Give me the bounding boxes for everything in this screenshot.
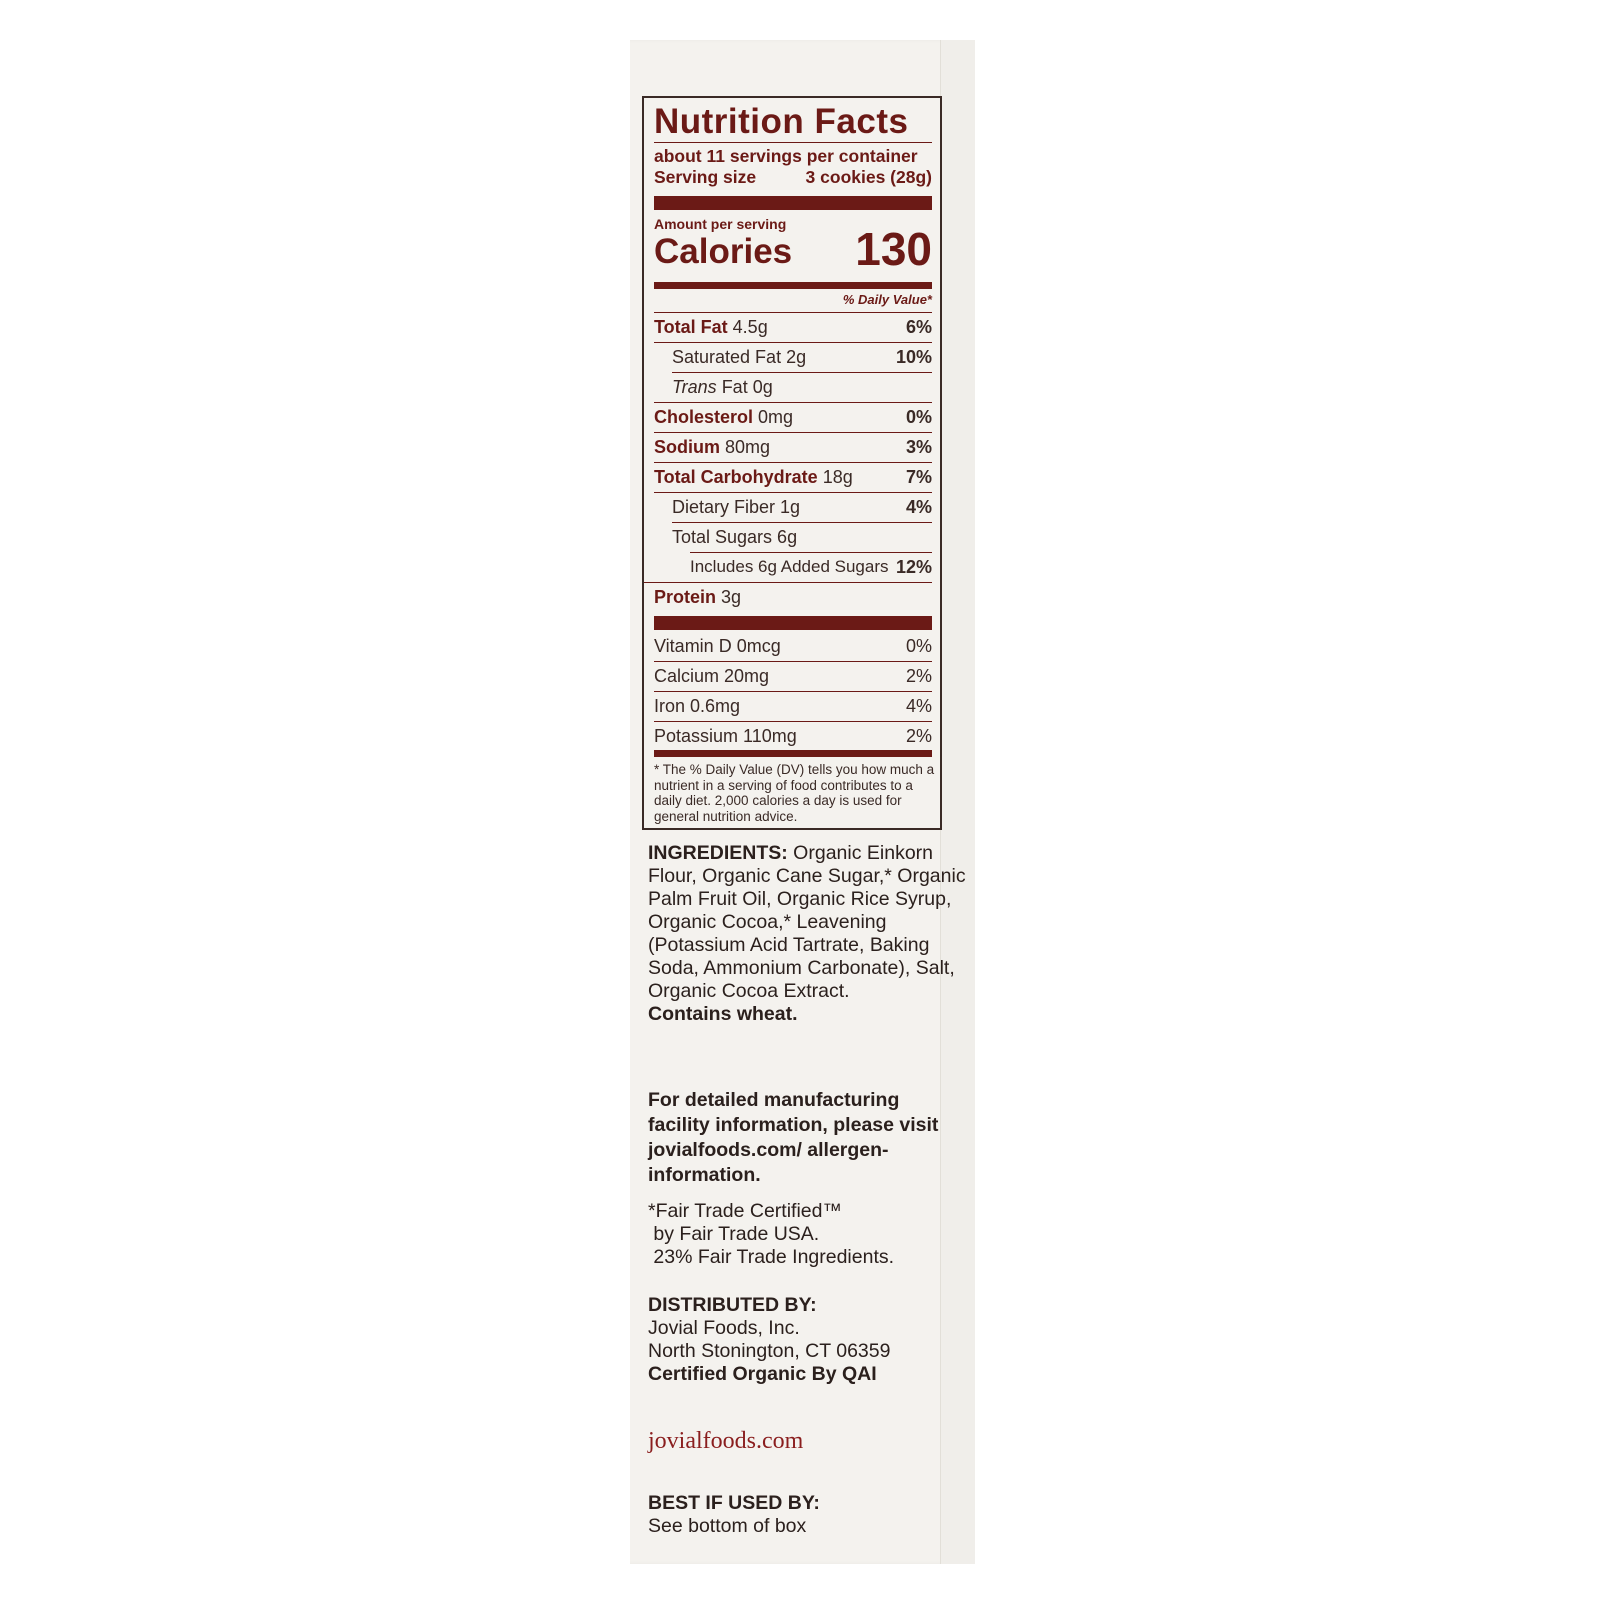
vitamin-row-iron <box>654 692 932 722</box>
distributor-address: North Stonington, CT 06359 <box>648 1340 891 1362</box>
website-link[interactable]: jovialfoods.com <box>648 1428 804 1454</box>
nutrient-amount: 0mg <box>753 407 794 427</box>
fair-trade-line-1: *Fair Trade Certified™ <box>648 1200 842 1222</box>
nutrient-name: Includes 6g Added Sugars <box>690 557 889 576</box>
vitamin-name: Vitamin D 0mcg <box>654 636 781 656</box>
fair-trade-line-3: 23% Fair Trade Ingredients. <box>648 1246 895 1268</box>
nutrient-dv: 6% <box>905 317 932 337</box>
vitamin-row-calcium <box>654 662 932 692</box>
medium-divider <box>654 282 932 289</box>
thick-divider <box>654 616 932 630</box>
facility-info: For detailed manufacturing facility information, please visit jovialfoods.com/ allergen-information. <box>648 1089 939 1186</box>
servings-per-container: about 11 servings per container <box>654 146 918 166</box>
thick-divider <box>654 196 932 210</box>
daily-value-footnote: * The % Daily Value (DV) tells you how much a nutrient in a serving of food contributes to a daily diet. 2,000 calories a day is used for general nutrition advice. <box>654 762 935 824</box>
organic-certification: Certified Organic By QAI <box>648 1363 877 1385</box>
nutrient-dv: 4% <box>905 497 932 517</box>
distributor-block <box>648 1294 968 1386</box>
nutrient-name: Protein <box>654 587 717 607</box>
nutrient-name: Cholesterol <box>654 407 754 427</box>
best-by-text: See bottom of box <box>648 1515 807 1537</box>
nutrient-dv: 3% <box>905 437 932 457</box>
calories-label: Calories <box>654 232 793 271</box>
serving-size-value: 3 cookies (28g) <box>805 167 932 187</box>
nutrient-name: Sodium <box>654 437 720 457</box>
vitamin-row-potassium <box>654 722 932 752</box>
nutrient-name: Total Sugars 6g <box>672 527 798 547</box>
ingredients-block <box>648 842 968 1026</box>
vitamin-row-vitamin-d <box>654 632 932 662</box>
nutrient-name: Saturated Fat 2g <box>672 347 807 367</box>
vitamin-name: Iron 0.6mg <box>654 696 741 716</box>
nutrient-row-added-sugars <box>690 553 932 583</box>
distributed-by-label: DISTRIBUTED BY: <box>648 1294 817 1316</box>
nutrient-dv: 0% <box>905 407 932 427</box>
nutrient-row-total-carbohydrate <box>654 463 932 493</box>
vitamin-name: Potassium 110mg <box>654 726 797 746</box>
vitamin-dv: 2% <box>905 666 932 686</box>
nutrient-row-protein <box>654 583 932 613</box>
distributor-name: Jovial Foods, Inc. <box>648 1317 800 1339</box>
vitamin-dv: 4% <box>905 696 932 716</box>
serving-size-label: Serving size <box>654 167 757 187</box>
nutrient-amount: 3g <box>716 587 742 607</box>
ingredients-label: INGREDIENTS: <box>648 842 788 864</box>
nutrient-name: Dietary Fiber 1g <box>672 497 801 517</box>
medium-divider <box>654 750 932 757</box>
vitamin-dv: 2% <box>905 726 932 746</box>
best-by-label: BEST IF USED BY: <box>648 1492 820 1514</box>
fair-trade-line-2: by Fair Trade USA. <box>648 1223 820 1245</box>
nutrient-amount: 18g <box>817 467 853 487</box>
nutrient-row-saturated-fat <box>672 343 932 373</box>
nutrient-dv: 10% <box>895 347 932 367</box>
nutrient-amount: 4.5g <box>727 317 768 337</box>
best-by-block <box>648 1492 968 1538</box>
nutrient-row-total-sugars <box>672 523 932 553</box>
allergen-statement: Contains wheat. <box>648 1003 798 1025</box>
divider <box>654 142 932 143</box>
nutrient-dv: 12% <box>895 557 932 577</box>
vitamin-dv: 0% <box>905 636 932 656</box>
vitamin-name: Calcium 20mg <box>654 666 770 686</box>
nutrition-facts-label <box>642 96 942 830</box>
ingredients-text: Organic Einkorn Flour, Organic Cane Sugar,* Organic Palm Fruit Oil, Organic Rice Syrup, Organic Cocoa,* Leavening (Potassium Acid Tartrate, Baking Soda, Ammonium Carbonate), Salt, Organic Cocoa Extract. <box>648 842 966 1002</box>
nutrient-name: Total Fat <box>654 317 728 337</box>
calories-value: 130 <box>855 223 932 275</box>
fair-trade-block <box>648 1200 968 1269</box>
nutrient-name: Total Carbohydrate <box>654 467 818 487</box>
nutrient-row-total-fat <box>654 313 932 343</box>
nutrition-facts-title: Nutrition Facts <box>654 102 909 141</box>
nutrient-name: Fat 0g <box>716 377 773 397</box>
nutrient-amount: 80mg <box>720 437 771 457</box>
daily-value-header: % Daily Value* <box>842 292 932 307</box>
nutrient-row-sodium <box>654 433 932 463</box>
nutrient-dv: 7% <box>905 467 932 487</box>
nutrient-row-cholesterol <box>654 403 932 433</box>
nutrient-row-dietary-fiber <box>672 493 932 523</box>
nutrient-row-trans-fat <box>672 373 932 403</box>
amount-per-serving: Amount per serving <box>654 216 787 232</box>
nutrient-name-italic: Trans <box>672 377 717 397</box>
